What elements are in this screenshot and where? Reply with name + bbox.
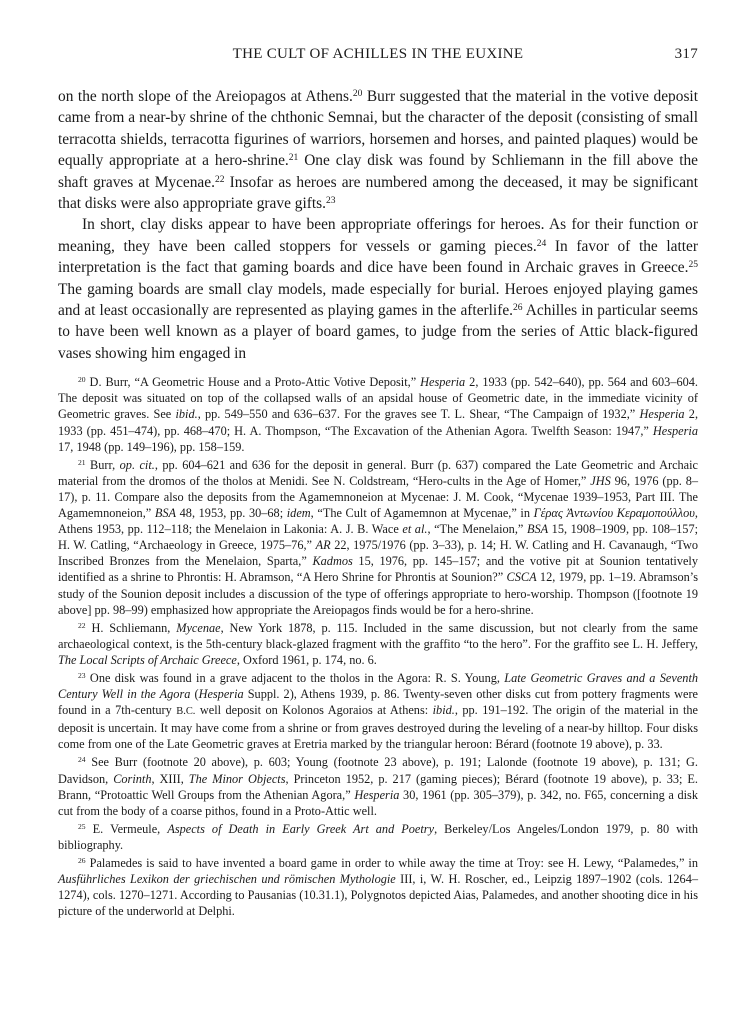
footnote-number: 25 xyxy=(78,821,86,831)
footnote-ref-21[interactable]: 21 xyxy=(288,151,299,163)
footnote-number: 26 xyxy=(78,855,86,865)
footnote-ref-24[interactable]: 24 xyxy=(536,237,547,249)
paragraph-1: on the north slope of the Areiopagos at Athens.$^{20}$ Burr suggested that the material in the votive deposit came from a near-by shrine of the chthonic Semnai, but the character of the deposit (consisting of small terracotta shields, terracotta figurines of warriors, horsemen and horses, and painted plaques) would be equally appropriate at a hero-shrine.$^{21}$ One clay disk was found by Schliemann in the fill above the shaft graves at Mycenae.$^{22}$ Insofar as heroes are numbered among the deceased, it may be significant that disks were also appropriate grave gifts.$^{23}$ xyxy=(58,87,699,213)
body-text xyxy=(58,86,698,364)
page xyxy=(58,42,698,921)
page-number: 317 xyxy=(674,46,698,62)
footnote-number: 20 xyxy=(78,375,86,385)
paragraph-2: In short, clay disks appear to have been appropriate offerings for heroes. As for their function or meaning, they have been called stoppers for vessels or gaming pieces.$^{24}$ In favor of the latter interpretation is the fact that gaming boards and dice have been found in Archaic graves in Greece.$^{25}$ The gaming boards are small clay models, made especially for burial. Heroes enjoyed playing games and at least occasionally are represented as playing games in the afterlife.$^{26}$ Achilles in particular seems to have been well known as a player of board games, to judge from the series of Attic black-figured vases showing him engaged in xyxy=(58,216,698,362)
footnote-20: $^{20}$ D. Burr, “A Geometric House and a Proto-Attic Votive Deposit,” Hesperia 2, 1933 (pp. 542–640), pp. 564 and 603–604. The deposit was situated on top of the collapsed walls of an apsidal house of Geometric date, in the immediate vicinity of Geometric graves. See ibid., pp. 549–550 and 636–637. For the graves see T. L. Shear, “The Campaign of 1932,” Hesperia 2, 1933 (pp. 451–474), pp. 468–470; H. A. Thompson, “The Excavation of the Athenian Agora. Twelfth Season: 1947,” Hesperia 17, 1948 (pp. 149–196), pp. 158–159. xyxy=(58,375,699,454)
footnote-number: 24 xyxy=(78,755,86,765)
running-title: THE CULT OF ACHILLES IN THE EUXINE xyxy=(232,46,524,62)
footnote-26: $^{26}$ Palamedes is said to have invented a board game in order to while away the time at Troy: see H. Lewy, “Palamedes,” in Ausführliches Lexikon der griechischen und römischen Mythologie III, i, W. H. Roscher, ed., Leipzig 1897–1902 (cols. 1264–1274), cols. 1270–1271. According to Pausanias (10.31.1), Polygnotos depicted Aias, Palamedes, and another shooting dice in his picture of the underworld at Delphi. xyxy=(58,855,698,919)
footnote-number: 21 xyxy=(78,457,86,467)
footnote-number: 22 xyxy=(78,620,86,630)
footnote-ref-20[interactable]: 20 xyxy=(352,87,363,99)
running-header xyxy=(58,42,698,70)
footnote-ref-23[interactable]: 23 xyxy=(325,194,336,206)
footnote-25: $^{25}$ E. Vermeule, Aspects of Death in Early Greek Art and Poetry, Berkeley/Los Angeles/London 1979, p. 80 with bibliography. xyxy=(58,821,698,852)
footnote-ref-22[interactable]: 22 xyxy=(214,173,225,185)
footnote-23: $^{23}$ One disk was found in a grave adjacent to the tholos in the Agora: R. S. Young, Late Geometric Graves and a Seventh Century Well in the Agora (Hesperia Suppl. 2), Athens 1939, p. 86. Twenty-seven other disks cut from pottery fragments were found in a 7th-century B.C. well deposit on Kolonos Agoraios at Athens: ibid., pp. 191–192. The origin of the material in the deposit is uncertain. It may have come from a shrine or from graves destroyed during the leveling of a near-by hilltop. Four disks come from one of the Late Geometric graves at Eretria marked by the triangular heroon: Bérard (footnote 19 above), p. 33. xyxy=(58,670,699,752)
footnote-number: 23 xyxy=(78,670,86,680)
footnote-24: $^{24}$ See Burr (footnote 20 above), p. 603; Young (footnote 23 above), p. 191; Lalonde (footnote 19 above), p. 131; G. Davidson, Corinth, XIII, The Minor Objects, Princeton 1952, p. 217 (gaming pieces); Bérard (footnote 19 above), p. 33; E. Brann, “Protoattic Well Groups from the Athenian Agora,” Hesperia 30, 1961 (pp. 305–379), p. 342, no. F65, concerning a disk cut from the body of a coarse pithos, found in a Proto-Attic well. xyxy=(58,755,698,818)
footnote-ref-26[interactable]: 26 xyxy=(513,301,523,313)
footnote-21: $^{21}$ Burr, op. cit., pp. 604–621 and 636 for the deposit in general. Burr (p. 637) compared the Late Geometric and Archaic material from the dromos of the tholos at Menidi. See N. Coldstream, “Hero-cults in the Age of Homer,” JHS 96, 1976 (pp. 8–17), p. 11. Compare also the deposits from the Agamemnoneion at Mycenae: J. M. Cook, “Mycenae 1939–1953, Part III. The Agamemnoneion,” BSA 48, 1953, pp. 30–68; idem, “The Cult of Agamemnon at Mycenae,” in Γέρας Ἀντωνίου Κεραμοπούλλου, Athens 1953, pp. 112–118; the Menelaion in Lakonia: A. J. B. Wace et al., “The Menelaion,” BSA 15, 1908–1909, pp. 108–157; H. W. Catling, “Archaeology in Greece, 1975–76,” AR 22, 1975/1976 (pp. 3–33), p. 14; H. W. Catling and H. Cavanaugh, “Two Inscribed Bronzes from the Menelaion, Sparta,” Kadmos 15, 1976, pp. 145–157; and the votive pit at Sounion tentatively identified as a shrine to Phrontis: H. Abramson, “A Hero Shrine for Phrontis at Sounion?” CSCA 12, 1979, pp. 1–19. Abramson’s study of the Sounion deposit includes a discussion of the type of offerings appropriate to hero-worship. Thompson ([footnote 19 above] pp. 98–99) emphasized how appropriate the Areiopagos finds would be for a hero-shrine. xyxy=(58,457,699,617)
footnotes xyxy=(58,374,698,919)
footnote-22: $^{22}$ H. Schliemann, Mycenae, New York 1878, p. 115. Included in the same discussion, but not clearly from the same archaeological context, is the 5th-century black-glazed fragment with the graffito “to the hero”. For the graffito see L. H. Jeffery, The Local Scripts of Archaic Greece, Oxford 1961, p. 174, no. 6. xyxy=(58,620,699,667)
footnote-ref-25[interactable]: 25 xyxy=(688,259,698,270)
